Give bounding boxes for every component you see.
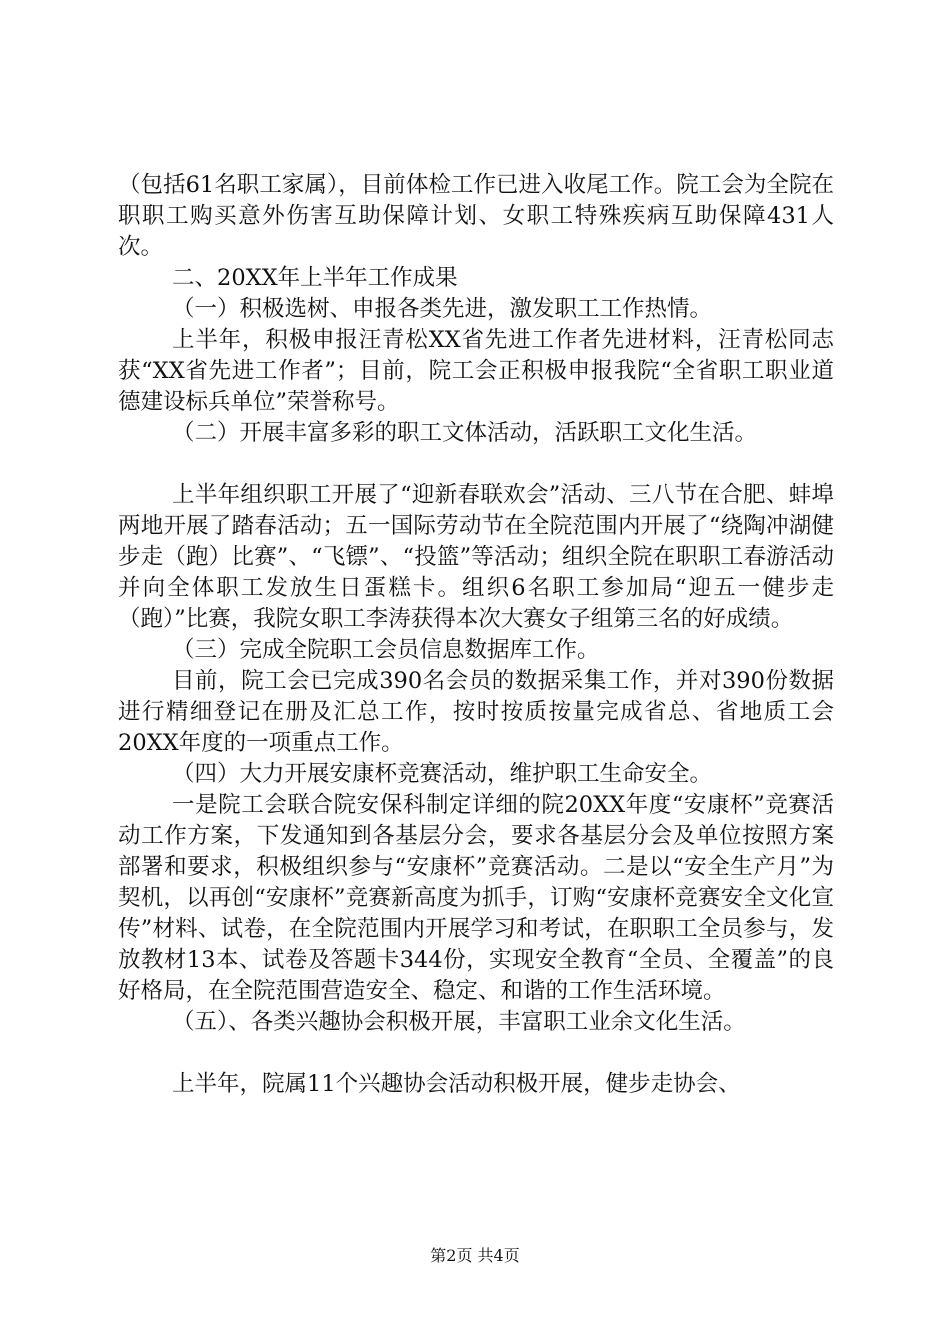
subheading-5: （五）、各类兴趣协会积极开展，丰富职工业余文化生活。 xyxy=(172,1009,746,1035)
subheading-1: （一）积极选树、申报各类先进，激发职工工作热情。 xyxy=(172,296,713,322)
section-heading-achievements: 二、20XX年上半年工作成果 xyxy=(172,265,458,291)
paragraph-4: 目前，院工会已完成390名会员的数据采集工作，并对390份数据进行精细登记在册及汇总工作，按时按质按量完成省总、省地质工会20XX年度的一项重点工作。 xyxy=(118,668,834,756)
page-number-footer: 第2页 共4页 xyxy=(430,1246,520,1265)
paragraph-2: 上半年，积极申报汪青松XX省先进工作者先进材料，汪青松同志获“XX省先进工作者”；目前，院工会正积极申报我院“全省职工职业道德建设标兵单位”荣誉称号。 xyxy=(118,327,834,415)
subheading-4: （四）大力开展安康杯竞赛活动，维护职工生命安全。 xyxy=(172,761,713,787)
paragraph-6: 上半年，院属11个兴趣协会活动积极开展，健步走协会、 xyxy=(172,1071,741,1097)
subheading-2: （二）开展丰富多彩的职工文体活动，活跃职工文化生活。 xyxy=(172,420,758,446)
paragraph-3: 上半年组织职工开展了“迎新春联欢会”活动、三八节在合肥、蚌埠两地开展了踏春活动；五一国际劳动节在全院范围内开展了“绕陶冲湖健步走（跑）比赛”、“飞镖”、“投篮”等活动；组织全院在职职工春游活动并向全体职工发放生日蛋糕卡。组织6名职工参加局“迎五一健步走（跑）”比赛，我院女职工李涛获得本次大赛女子组第三名的好成绩。 xyxy=(118,482,834,632)
document-body xyxy=(118,170,834,1100)
paragraph-1: （包括61名职工家属），目前体检工作已进入收尾工作。院工会为全院在职职工购买意外伤害互助保障计划、女职工特殊疾病互助保障431人次。 xyxy=(118,172,834,260)
paragraph-5: 一是院工会联合院安保科制定详细的院20XX年度“安康杯”竞赛活动工作方案，下发通知到各基层分会，要求各基层分会及单位按照方案部署和要求，积极组织参与“安康杯”竞赛活动。二是以“安全生产月”为契机，以再创“安康杯”竞赛新高度为抓手，订购“安康杯竞赛安全文化宣传”材料、试卷，在全院范围内开展学习和考试，在职职工全员参与，发放教材13本、试卷及答题卡344份，实现安全教育“全员、全覆盖”的良好格局，在全院范围营造安全、稳定、和谐的工作生活环境。 xyxy=(118,792,834,1004)
subheading-3: （三）完成全院职工会员信息数据库工作。 xyxy=(172,637,600,663)
